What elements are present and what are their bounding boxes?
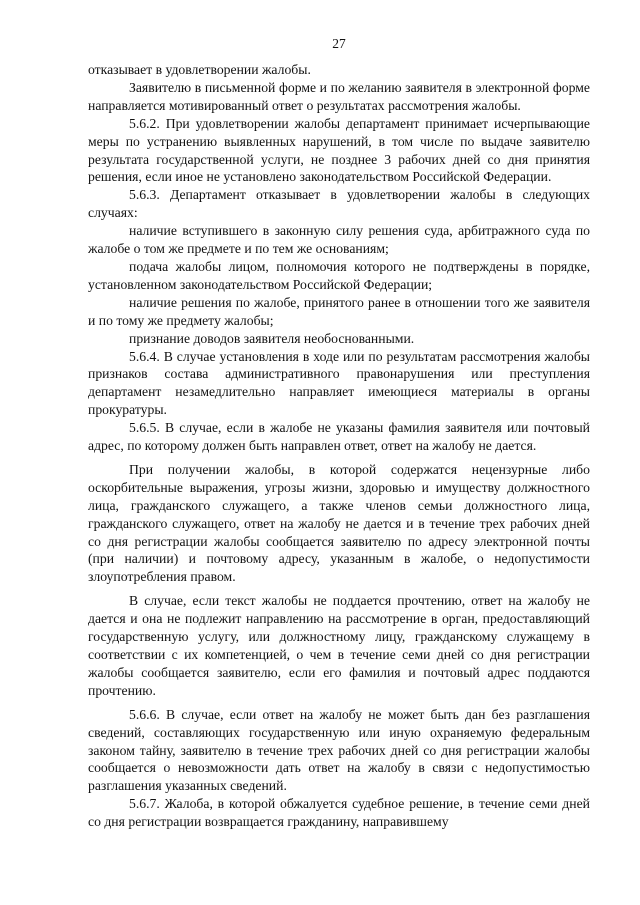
paragraph-offensive-complaint: При получении жалобы, в которой содержатся нецензурные либо оскорбительные выражения, угрозы жизни, здоровью и имуществу должностного лица, гражданского служащего, а также членов семьи должностного лица, гражданского служащего, ответ на жалобу не дается и в течение трех рабочих дней со дня регистрации жалобы сообщается заявителю по адресу электронной почты (при наличии) и почтовому адресу, указанным в жалобе, о недопустимости злоупотребления правом. <box>88 461 590 585</box>
page-body <box>88 61 590 831</box>
paragraph-5-6-3: 5.6.3. Департамент отказывает в удовлетворении жалобы в следующих случаях: <box>88 187 590 221</box>
list-item-unconfirmed-authority: подача жалобы лицом, полномочия которого не подтверждены в порядке, установленном законодательством Российской Федерации; <box>88 258 590 292</box>
paragraph-unreadable-complaint: В случае, если текст жалобы не поддается прочтению, ответ на жалобу не дается и она не подлежит направлению на рассмотрение в орган, предоставляющий государственную услугу, или должностному лицу, гражданскому служащему в соответствии с их компетенцией, о чем в течение семи дней со дня регистрации жалобы сообщается заявителю, если его фамилия и почтовый адрес поддаются прочтению. <box>88 593 590 698</box>
paragraph-5-6-4: 5.6.4. В случае установления в ходе или по результатам рассмотрения жалобы признаков состава административного правонарушения или преступления департамент незамедлительно направляет имеющиеся материалы в органы прокуратуры. <box>88 348 590 418</box>
paragraph-continuation: отказывает в удовлетворении жалобы. <box>88 62 311 77</box>
page-number: 27 <box>332 36 346 51</box>
list-item-previous-decision: наличие решения по жалобе, принятого ранее в отношении того же заявителя и по тому же предмету жалобы; <box>88 294 590 328</box>
paragraph-5-6-7: 5.6.7. Жалоба, в которой обжалуется судебное решение, в течение семи дней со дня регистрации возвращается гражданину, направившему <box>88 796 590 830</box>
list-item-unfounded-arguments: признание доводов заявителя необоснованными. <box>129 330 415 346</box>
paragraph-5-6-6: 5.6.6. В случае, если ответ на жалобу не может быть дан без разглашения сведений, составляющих государственную или иную охраняемую федеральным законом тайну, заявителю в течение трех рабочих дней со дня регистрации жалобы сообщается о невозможности дать ответ на жалобу в связи с недопустимостью разглашения указанных сведений. <box>88 706 590 794</box>
paragraph-5-6-5: 5.6.5. В случае, если в жалобе не указаны фамилия заявителя или почтовый адрес, по которому должен быть направлен ответ, ответ на жалобу не дается. <box>88 420 590 454</box>
list-item-court-decision: наличие вступившего в законную силу решения суда, арбитражного суда по жалобе о том же предмете и по тем же основаниям; <box>88 223 590 257</box>
paragraph-5-6-2: 5.6.2. При удовлетворении жалобы департамент принимает исчерпывающие меры по устранению выявленных нарушений, в том числе по выдаче заявителю результата государственной услуги, не позднее 3 рабочих дней со дня принятия решения, если иное не установлено законодательством Российской Федерации. <box>88 115 590 185</box>
document-page <box>88 0 590 905</box>
paragraph-motivated-answer: Заявителю в письменной форме и по желанию заявителя в электронной форме направляется мотивированный ответ о результатах рассмотрения жалобы. <box>88 79 590 113</box>
